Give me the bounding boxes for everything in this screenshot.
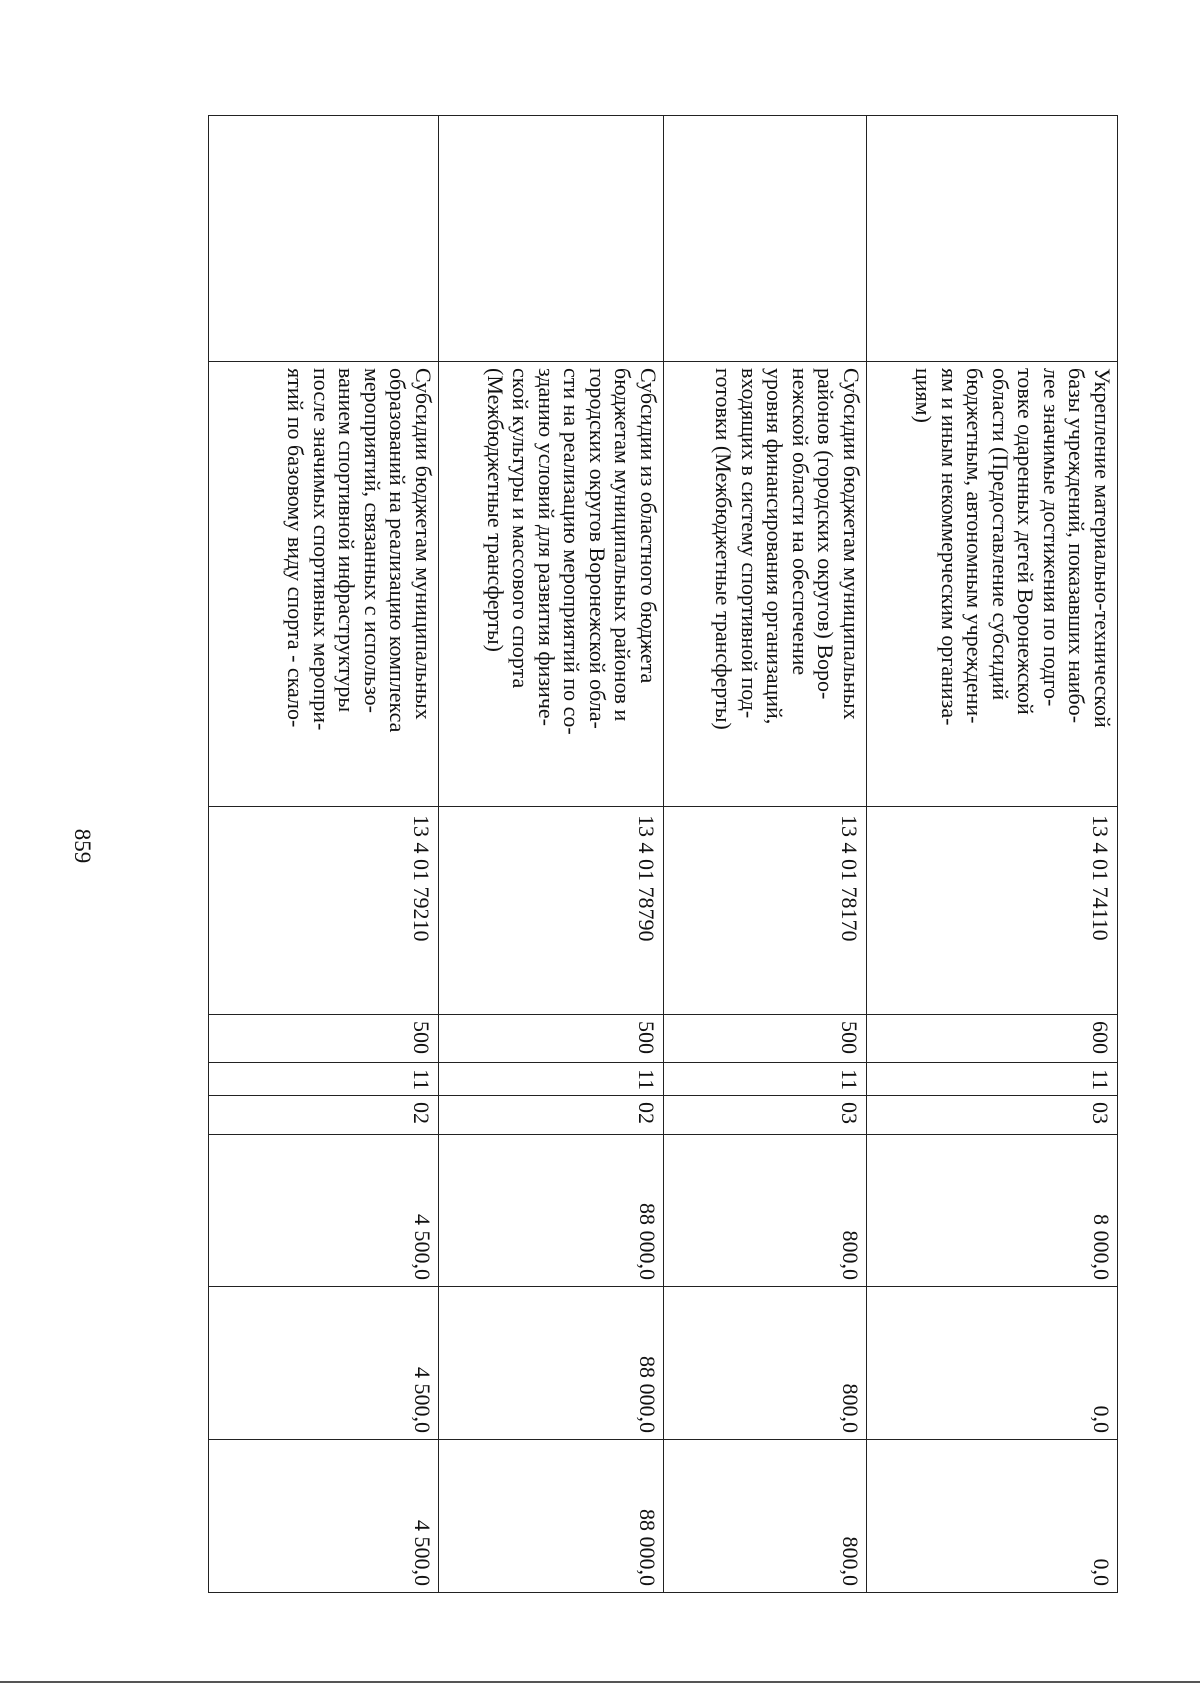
row-c3: 500 <box>664 1015 867 1063</box>
row-empty-cell <box>209 116 439 362</box>
description-line: Субсидии бюджетам муниципальных <box>839 368 864 720</box>
description-line: сти на реализацию мероприятий по со- <box>559 368 585 735</box>
row-description <box>664 362 867 807</box>
description-line: области (Предоставление субсидий <box>988 368 1013 701</box>
description-line: мероприятий, связанных с использо- <box>360 368 385 713</box>
row-code: 13 4 01 78170 <box>664 807 867 1015</box>
row-c4: 11 <box>439 1063 664 1096</box>
row-description <box>209 362 439 807</box>
row-value-2: 4 500,0 <box>209 1287 439 1440</box>
description-line: ятий по базовому виду спорта - скало- <box>283 368 309 728</box>
row-code: 13 4 01 79210 <box>209 807 439 1015</box>
row-empty-cell <box>664 116 867 362</box>
description-line: ям и иным некоммерческим организа- <box>937 368 962 726</box>
description-line: лее значимые достижения по подго- <box>1039 368 1064 707</box>
description-line: Субсидии из областного бюджета <box>636 368 661 684</box>
row-code: 13 4 01 74110 <box>867 807 1118 1015</box>
row-description <box>867 362 1118 807</box>
description-line: Субсидии бюджетам муниципальных <box>411 368 436 720</box>
table-row <box>209 116 439 1593</box>
description-line: районов (городских округов) Воро- <box>813 368 839 700</box>
row-value-3: 800,0 <box>664 1440 867 1593</box>
row-value-1: 8 000,0 <box>867 1135 1118 1287</box>
description-line: бюджетным, автономным учреждени- <box>962 368 988 724</box>
description-line: товке одаренных детей Воронежской <box>1013 368 1039 715</box>
description-line: (Межбюджетные трансферты) <box>483 368 508 652</box>
budget-table <box>208 115 1118 1593</box>
description-line: входящих в систему спортивной под- <box>737 368 762 719</box>
row-value-2: 800,0 <box>664 1287 867 1440</box>
description-line: нежской области на обеспечение <box>788 368 813 676</box>
row-value-2: 88 000,0 <box>439 1287 664 1440</box>
page-number: 859 <box>70 828 95 864</box>
description-line: городских округов Воронежской обла- <box>585 368 610 729</box>
row-code: 13 4 01 78790 <box>439 807 664 1015</box>
description-line: ской культуры и массового спорта <box>508 368 534 689</box>
row-c3: 500 <box>209 1015 439 1063</box>
row-value-1: 4 500,0 <box>209 1135 439 1287</box>
table-rotated-container <box>209 115 1118 1586</box>
description-line: образований на реализацию комплекса <box>385 368 411 733</box>
table-row <box>867 116 1118 1593</box>
row-c3: 500 <box>439 1015 664 1063</box>
description-line: зданию условий для развития физиче- <box>534 368 559 726</box>
row-empty-cell <box>867 116 1118 362</box>
row-c4: 11 <box>209 1063 439 1096</box>
description-line: ванием спортивной инфраструктуры <box>334 368 360 713</box>
row-value-1: 800,0 <box>664 1135 867 1287</box>
table-row <box>664 116 867 1593</box>
row-c5: 03 <box>867 1096 1118 1135</box>
row-c4: 11 <box>664 1063 867 1096</box>
description-line: готовки (Межбюджетные трансферты) <box>711 368 737 730</box>
row-description <box>439 362 664 807</box>
row-c5: 02 <box>439 1096 664 1135</box>
description-line: после значимых спортивных меропри- <box>309 368 334 731</box>
row-value-3: 0,0 <box>867 1440 1118 1593</box>
row-c5: 02 <box>209 1096 439 1135</box>
row-value-2: 0,0 <box>867 1287 1118 1440</box>
row-c4: 11 <box>867 1063 1118 1096</box>
row-value-3: 88 000,0 <box>439 1440 664 1593</box>
description-line: базы учреждений, показавших наибо- <box>1064 368 1090 724</box>
row-c3: 600 <box>867 1015 1118 1063</box>
scan-edge-line <box>0 1681 1200 1683</box>
description-line: Укрепление материально-технической <box>1090 368 1115 728</box>
table-row <box>439 116 664 1593</box>
row-value-3: 4 500,0 <box>209 1440 439 1593</box>
row-c5: 03 <box>664 1096 867 1135</box>
description-line: циям) <box>911 368 937 423</box>
row-value-1: 88 000,0 <box>439 1135 664 1287</box>
description-line: уровня финансирования организаций, <box>762 368 788 725</box>
row-empty-cell <box>439 116 664 362</box>
description-line: бюджетам муниципальных районов и <box>610 368 636 722</box>
